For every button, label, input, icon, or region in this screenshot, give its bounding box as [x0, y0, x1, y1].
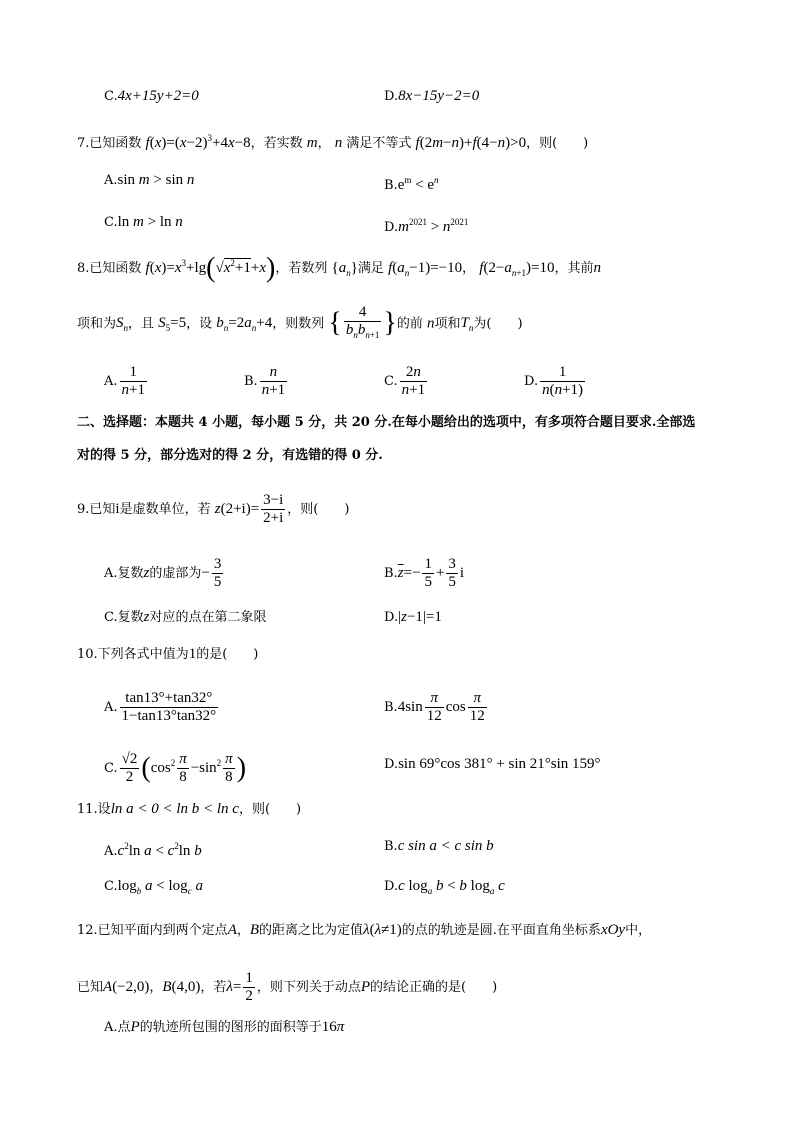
q8-stem-line2: 项和为$S_n$，且 $S_5=5$，设 $b_n=2a_n+4$，则数列 { $\frac{4}{b_nb_{n+1}}$ }的前 n项和$T_n$为( ) [77, 304, 523, 344]
q7-stem: 7.已知函数 $f(x)=(x-2)^3+4x-8$，若实数 m， n 满足不等式 f(2m−n)+f(4−n)>0，则( ) [77, 133, 589, 151]
q12-stem-line1: 12.已知平面内到两个定点A，B的距离之比为定值λ(λ≠1)的点的轨迹是圆.在平面直角坐标系xOy中， [77, 922, 652, 938]
q9-option-c: C.复数z对应的点在第二象限 [104, 609, 267, 625]
q7-option-b-expr: $e^m < e^n$ [397, 175, 439, 193]
q7-option-d-expr: $m^{2021} > n^{2021}$ [398, 217, 469, 235]
q8-sequence-frac: { $\frac{4}{b_nb_{n+1}}$ } [328, 315, 396, 331]
q6-option-d-expr: 8x−15y−2=0 [398, 88, 480, 104]
q8-option-b: B. $\frac{n}{n+1}$ [244, 364, 286, 398]
q10-option-a: A. $\frac{\tan 13^\circ+\tan 32^\circ}{1-\tan 13^\circ\tan 32^\circ}$ [104, 690, 217, 724]
q11-stem: 11.设ln a < 0 < ln b < ln c，则( ) [77, 801, 302, 817]
section2-instruction-line2: 对的得 5 分，部分选对的得 2 分，有选错的得 0 分. [77, 448, 383, 463]
q8-bn: $b_n=2a_n+4$ [216, 315, 273, 334]
q6-option-c: C.4x+15y+2=0 [104, 88, 199, 104]
q10-option-b: B.4sin $\frac{\pi}{12}$ cos $\frac{\pi}{12}$ [384, 690, 485, 724]
q11-option-d: D.c $\log_a b < b$ $\log_a c$ [384, 878, 505, 896]
q7-option-d: $D.m^{2021} > n^{2021}$ [384, 217, 469, 235]
q12-option-a: A.点P的轨迹所包围的图形的面积等于16π [104, 1019, 345, 1035]
q11-option-c: $C.\log_b$ $a < \log_c a$ [104, 878, 203, 896]
q7-option-c: C.ln m > ln n [104, 214, 183, 230]
q8-stem-line1: 8.已知函数 $f(x)=x^3+\lg(√x^2+1+x)$，若数列 $\{a_n\}$满足 $f(a_n-1)=-10$， $f(2-a_{n+1})=10$，其前n [77, 252, 601, 284]
q7-option-c-expr: ln m > ln n [117, 214, 183, 230]
q8-function: $f(x)=x^3+\lg(√x^2+1+x)$ [145, 252, 276, 284]
q12-stem-line2: 已知A(−2,0)，B(4,0)，若λ= $\frac{1}{2}$ ，则下列关于动点P的结论正确的是( ) [77, 970, 498, 1004]
q11-option-b: B.c sin a < c sin b [384, 838, 494, 854]
q11-option-a: $A.c^2\ln$ $a < c^2\ln$ b [104, 841, 202, 859]
q10-option-c: C. $\frac{√2}{2}$ ($\cos^2$ $\frac{\pi}{8}$ $-\sin^2$ $\frac{\pi}{8}$ ) [104, 751, 247, 785]
q9-option-a: A.复数z的虚部为− $\frac{3}{5}$ [104, 556, 222, 590]
q8-option-a: A. $\frac{1}{n+1}$ [104, 364, 145, 398]
q9-equation: z(2+i)= $\frac{3-i}{2+i}$ [214, 492, 284, 526]
q7-option-a: A.sin m > sin n [104, 172, 195, 188]
q7-option-a-expr: sin m > sin n [117, 172, 195, 188]
q9-option-b: $B.\overline{z}=-$ $\frac{1}{5}$ + $\frac{3}{5}$ i [384, 556, 465, 590]
q8-sequence: $\{a_n\}$ [331, 260, 358, 278]
q8-condition1: $f(a_n-1)=-10$ [388, 260, 463, 278]
q8-option-c: C. $\frac{2n}{n+1}$ [384, 364, 426, 398]
q7-function: $f(x)=(x-2)^3+4x-8$ [145, 133, 251, 151]
q7-inequality: f(2m−n)+f(4−n)>0 [415, 135, 527, 151]
q10-stem: 10.下列各式中值为1的是( ) [77, 646, 259, 662]
q10-option-d: D.sin 69°cos 381° + sin 21°sin 159° [384, 756, 601, 772]
q9-stem: 9.已知i是虚数单位，若 z(2+i)= $\frac{3-i}{2+i}$ ，则( ) [77, 492, 350, 526]
section2-instruction-line1: 二、选择题：本题共 4 小题，每小题 5 分，共 20 分.在每小题给出的选项中，有多项符合题目要求.全部选 [77, 415, 696, 430]
q7-option-b: $B.e^m < e^n$ [384, 175, 439, 193]
q8-s5: $S_5=5$ [158, 315, 187, 334]
q8-option-d: D. $\frac{1}{n(n+1)}$ [524, 364, 584, 398]
q6-option-c-expr: 4x+15y+2=0 [117, 88, 199, 104]
q9-option-d: D.|z−1|=1 [384, 609, 442, 625]
q8-condition2: $f(2-a_{n+1})=10$ [479, 260, 555, 278]
q6-option-d: D.8x−15y−2=0 [384, 88, 480, 104]
